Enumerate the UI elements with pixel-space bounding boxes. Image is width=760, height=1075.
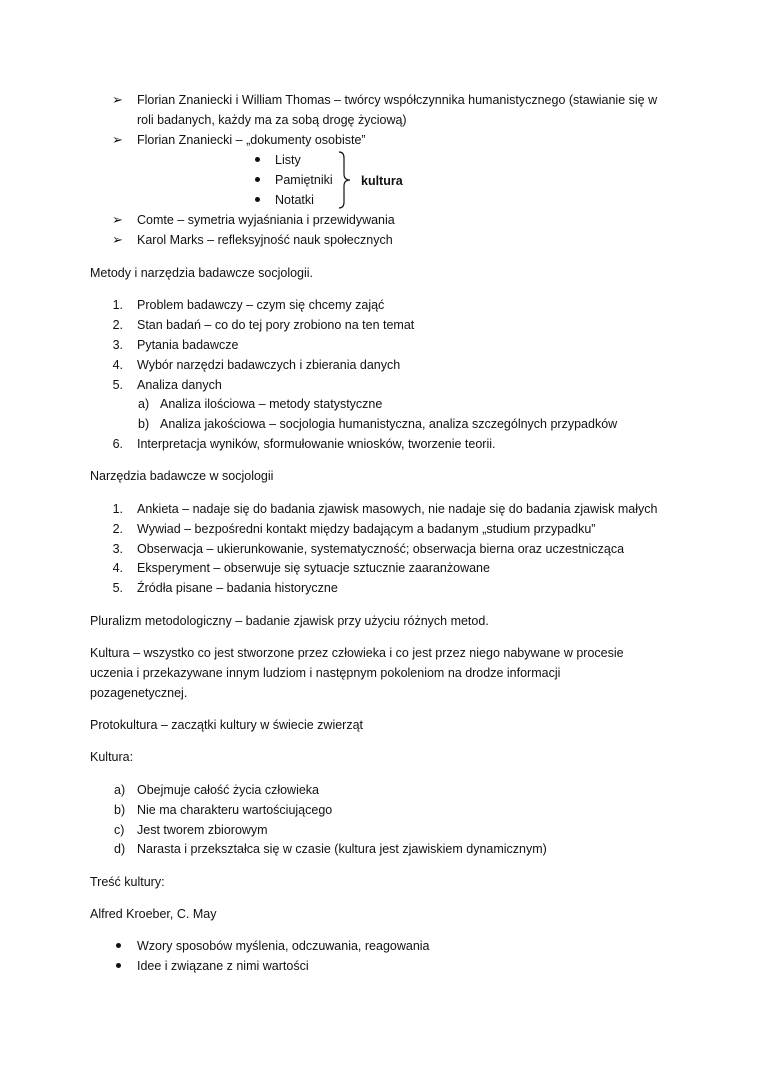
bullet-icon xyxy=(255,177,260,182)
bullet-icon xyxy=(255,197,260,202)
protoculture-paragraph: Protokultura – zaczątki kultury w świecie zwierząt xyxy=(90,718,364,732)
list-number: 5. xyxy=(112,378,123,392)
list-item: Narasta i przekształca się w czasie (kultura jest zjawiskiem dynamicznym) xyxy=(137,842,547,856)
document-item: Pamiętniki xyxy=(275,173,333,187)
list-number: 6. xyxy=(112,437,123,451)
paragraph-line: uczenia i przekazywane innym ludziom i następnym pokoleniom na drodze informacji xyxy=(90,666,561,680)
section-heading: Treść kultury: xyxy=(90,875,165,889)
list-item: Wywiad – bezpośredni kontakt między badającym a badanym „studium przypadku” xyxy=(137,522,596,536)
paragraph-line: Kultura – wszystko co jest stworzone przez człowieka i co jest przez niego nabywane w procesie xyxy=(90,646,624,660)
list-item: Ankieta – nadaje się do badania zjawisk masowych, nie nadaje się do badania zjawisk małych xyxy=(137,502,658,516)
list-item: Idee i związane z nimi wartości xyxy=(137,959,309,973)
bullet-icon xyxy=(116,943,121,948)
list-letter: d) xyxy=(114,842,126,856)
list-number: 2. xyxy=(112,318,123,332)
arrow-bullet-icon: ➢ xyxy=(112,212,123,227)
list-number: 2. xyxy=(112,522,123,536)
document-item: Notatki xyxy=(275,193,314,207)
list-item: Obejmuje całość życia człowieka xyxy=(137,783,320,797)
list-item: Źródła pisane – badania historyczne xyxy=(137,581,338,595)
list-item: Interpretacja wyników, sformułowanie wniosków, tworzenie teorii. xyxy=(137,437,496,451)
list-item: Wzory sposobów myślenia, odczuwania, reagowania xyxy=(137,939,430,953)
list-item: Florian Znaniecki – „dokumenty osobiste” xyxy=(137,133,366,147)
list-item: Wybór narzędzi badawczych i zbierania danych xyxy=(137,358,401,372)
brace-label: kultura xyxy=(361,174,403,188)
list-item: Pytania badawcze xyxy=(137,338,239,352)
list-number: 4. xyxy=(112,561,123,575)
sublist-letter: b) xyxy=(138,417,150,431)
arrow-bullet-icon: ➢ xyxy=(112,132,123,147)
list-item: Stan badań – co do tej pory zrobiono na ten temat xyxy=(137,318,415,332)
list-item: Comte – symetria wyjaśniania i przewidywania xyxy=(137,213,395,227)
list-item-continuation: roli badanych, każdy ma za sobą drogę życiową) xyxy=(137,113,407,127)
arrow-bullet-icon: ➢ xyxy=(112,92,123,107)
list-letter: b) xyxy=(114,803,126,817)
sublist-item: Analiza ilościowa – metody statystyczne xyxy=(160,397,383,411)
authors-line: Alfred Kroeber, C. May xyxy=(90,907,217,921)
list-item: Obserwacja – ukierunkowanie, systematyczność; obserwacja bierna oraz uczestnicząca xyxy=(137,542,625,556)
sublist-item: Analiza jakościowa – socjologia humanistyczna, analiza szczególnych przypadków xyxy=(160,417,618,431)
arrow-bullet-icon: ➢ xyxy=(112,232,123,247)
list-item: Nie ma charakteru wartościującego xyxy=(137,803,333,817)
list-number: 4. xyxy=(112,358,123,372)
list-number: 3. xyxy=(112,338,123,352)
list-letter: c) xyxy=(114,823,125,837)
document-item: Listy xyxy=(275,153,301,167)
pluralism-paragraph: Pluralizm metodologiczny – badanie zjawisk przy użyciu różnych metod. xyxy=(90,614,489,628)
list-item: Karol Marks – refleksyjność nauk społecznych xyxy=(137,233,393,247)
section-heading: Kultura: xyxy=(90,750,134,764)
curly-brace-icon xyxy=(337,150,353,210)
list-letter: a) xyxy=(114,783,126,797)
bullet-icon xyxy=(116,963,121,968)
section-heading: Metody i narzędzia badawcze socjologii. xyxy=(90,266,314,280)
list-item: Jest tworem zbiorowym xyxy=(137,823,268,837)
list-item: Problem badawczy – czym się chcemy zająć xyxy=(137,298,385,312)
list-number: 1. xyxy=(112,502,123,516)
list-number: 3. xyxy=(112,542,123,556)
sublist-letter: a) xyxy=(138,397,150,411)
list-number: 1. xyxy=(112,298,123,312)
list-item: Eksperyment – obserwuje się sytuacje sztucznie zaaranżowane xyxy=(137,561,490,575)
list-number: 5. xyxy=(112,581,123,595)
bullet-icon xyxy=(255,157,260,162)
paragraph-line: pozagenetycznej. xyxy=(90,686,188,700)
list-item: Florian Znaniecki i William Thomas – twórcy współczynnika humanistycznego (stawianie się w xyxy=(137,93,658,107)
list-item: Analiza danych xyxy=(137,378,222,392)
section-heading: Narzędzia badawcze w socjologii xyxy=(90,469,274,483)
